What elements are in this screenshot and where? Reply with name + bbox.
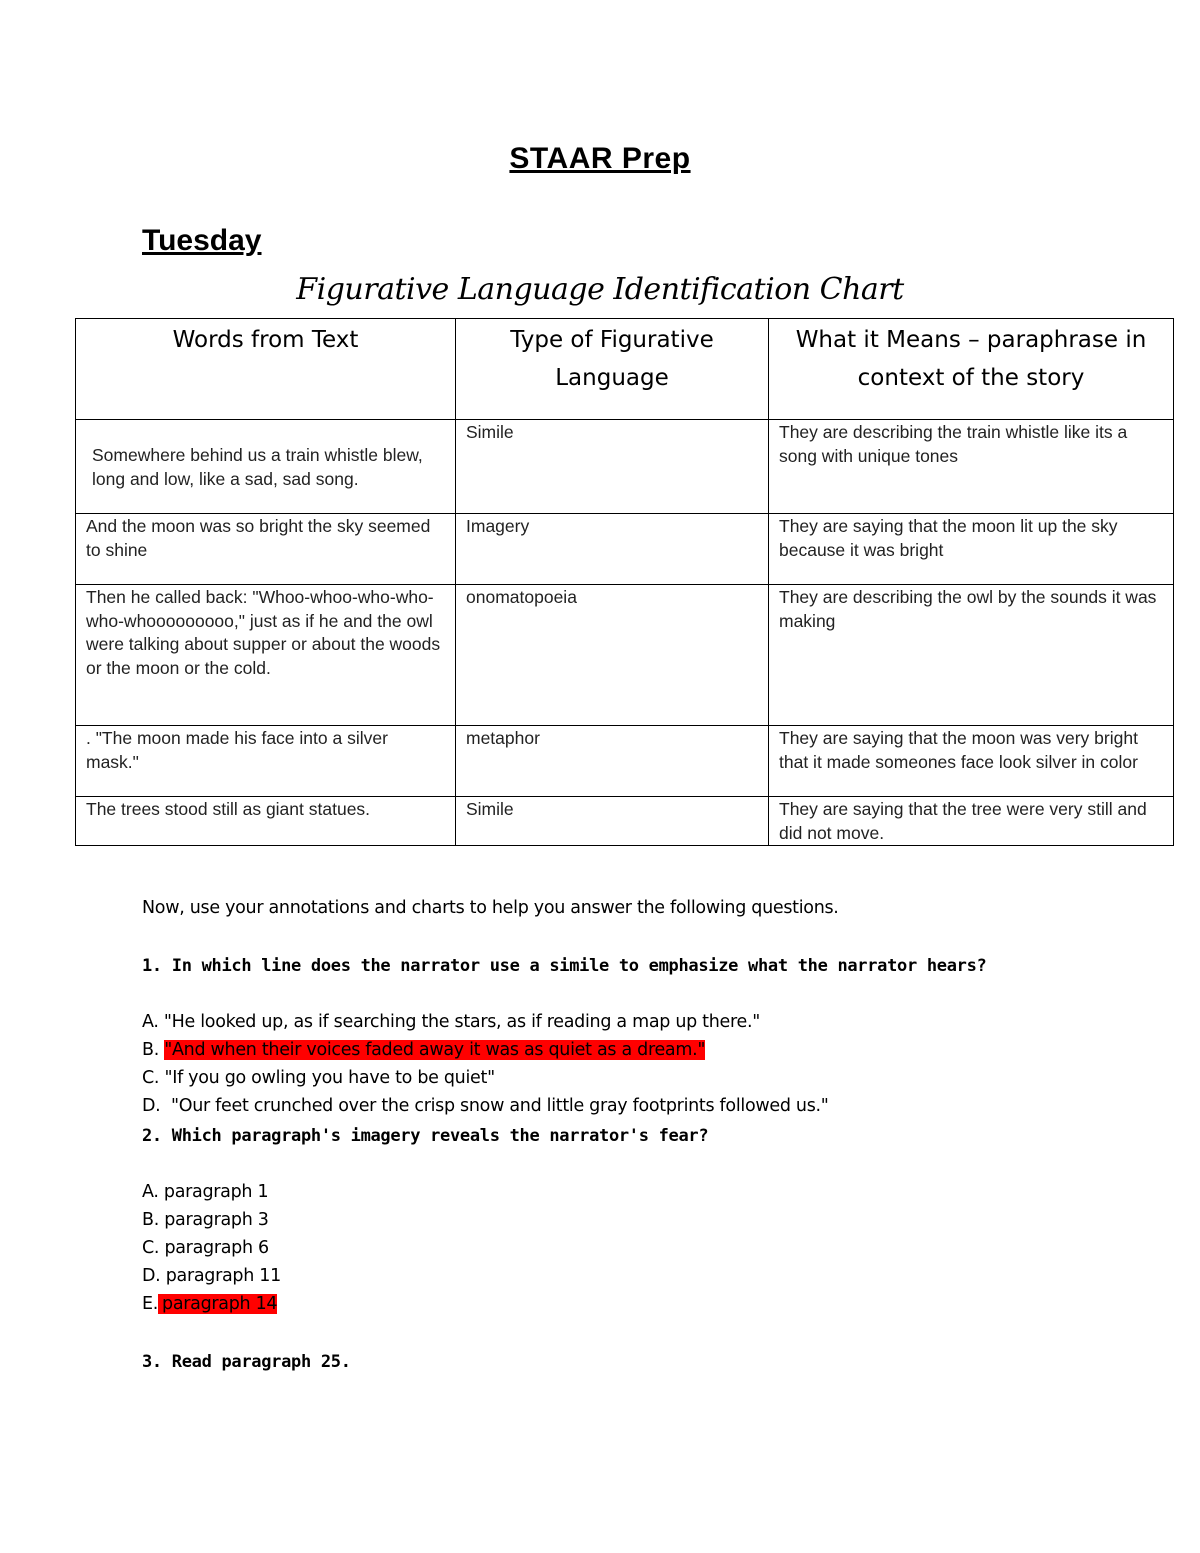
day-heading: Tuesday [142,224,262,257]
chart-title: Figurative Language Identification Chart [296,272,904,307]
q1-option-d [142,1096,829,1116]
option-letter: C. [142,1068,160,1088]
table-header-row [76,319,1174,420]
cell-type: metaphor [456,726,769,797]
cell-meaning: They are saying that the moon lit up the sky because it was bright [769,514,1174,585]
cell-words-text: Somewhere behind us a train whistle blew, long and low, like a sad, sad song. [92,445,423,489]
cell-meaning: They are describing the train whistle like its a song with unique tones [769,420,1174,514]
option-letter: E. [142,1294,159,1314]
cell-meaning: They are saying that the tree were very still and did not move. [769,797,1174,846]
page-title: STAAR Prep [509,142,691,175]
header-meaning: What it Means – paraphrase in context of the story [769,319,1174,420]
q2-option-a [142,1182,268,1202]
option-letter: C. [142,1238,160,1258]
table-row [76,726,1174,797]
header-words: Words from Text [76,319,456,420]
instructions: Now, use your annotations and charts to help you answer the following questions. [142,898,839,918]
table-row [76,420,1174,514]
cell-type: Simile [456,797,769,846]
option-letter: A. [142,1182,159,1202]
table-row [76,797,1174,846]
cell-type: Simile [456,420,769,514]
option-text: paragraph 11 [165,1266,281,1286]
option-letter: D. [142,1266,161,1286]
q2-option-b [142,1210,269,1230]
option-text: paragraph 3 [164,1210,269,1230]
cell-words: And the moon was so bright the sky seemed to shine [76,514,456,585]
q2-option-e [142,1294,277,1314]
cell-meaning: They are describing the owl by the sounds it was making [769,585,1174,726]
question-1: 1. In which line does the narrator use a simile to emphasize what the narrator hears? [142,956,987,976]
question-3: 3. Read paragraph 25. [142,1352,351,1372]
q1-option-a [142,1012,760,1032]
option-text: paragraph 1 [163,1182,269,1202]
cell-type: Imagery [456,514,769,585]
figurative-language-table [75,318,1174,846]
cell-words: . "The moon made his face into a silver mask." [76,726,456,797]
option-text: "Our feet crunched over the crisp snow and little gray footprints followed us." [170,1096,829,1116]
option-letter: A. [142,1012,159,1032]
q2-option-d [142,1266,281,1286]
question-2: 2. Which paragraph's imagery reveals the narrator's fear? [142,1126,709,1146]
cell-words [76,420,456,514]
cell-words: Then he called back: "Whoo-whoo-who-who-who-whooooooooo," just as if he and the owl were talking about supper or about the woods or the moon or the cold. [76,585,456,726]
table-row [76,585,1174,726]
option-letter: D. [142,1096,161,1116]
highlighted-answer: paragraph 14 [158,1294,277,1314]
highlighted-answer: "And when their voices faded away it was as quiet as a dream." [164,1040,706,1060]
header-type: Type of Figurative Language [456,319,769,420]
option-text: paragraph 6 [164,1238,269,1258]
option-text: "He looked up, as if searching the stars, as if reading a map up there." [163,1012,760,1032]
q1-option-c [142,1068,495,1088]
option-letter: B. [142,1210,159,1230]
q2-option-c [142,1238,269,1258]
cell-meaning: They are saying that the moon was very bright that it made someones face look silver in color [769,726,1174,797]
cell-words: The trees stood still as giant statues. [76,797,456,846]
q1-option-b [142,1040,705,1060]
table-row [76,514,1174,585]
option-text: "If you go owling you have to be quiet" [164,1068,495,1088]
cell-type: onomatopoeia [456,585,769,726]
option-letter: B. [142,1040,159,1060]
